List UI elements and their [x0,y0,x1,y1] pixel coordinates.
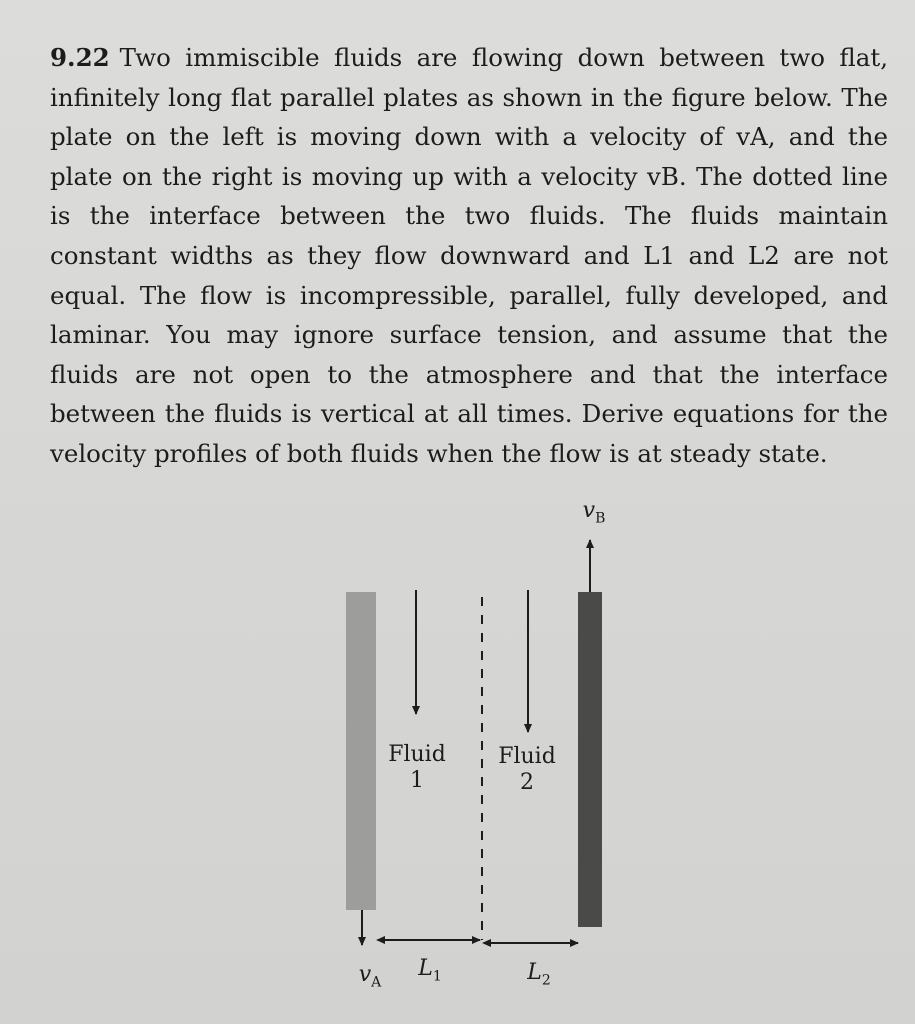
l1-symbol: L [418,956,433,981]
right-plate [578,592,602,927]
vb-subscript: B [595,510,606,527]
l2-label [519,960,559,993]
problem-number: 9.22 [50,43,110,72]
vb-label [574,498,614,531]
va-symbol: v [358,962,372,987]
problem-text: Two immiscible fluids are flowing down between two flat, infinitely long flat parallel plates as shown in the figure below. The plate on the left is moving down with a velocity of vA, and the plate on the right is moving up with a velocity vB. The dotted line is the interface between the two fluids. The fluids maintain constant widths as they flow downward and L1 and L2 are not equal. The flow is incompressible, parallel, fully developed, and laminar. You may ignore surface tension, and assume that the fluids are not open to the atmosphere and that the interface between the fluids is vertical at all times. Derive equations for the velocity profiles of both fluids when the flow is at steady state. [50,43,888,468]
va-label [350,962,390,995]
left-plate [346,592,376,910]
l1-subscript: 1 [432,968,442,985]
fluid2-number: 2 [520,770,534,795]
l2-symbol: L [527,960,542,985]
fluid2-label [494,744,560,796]
vb-symbol: v [582,498,596,523]
fluid1-number: 1 [410,768,424,793]
va-subscript: A [371,974,382,991]
fluid1-word: Fluid [388,742,446,767]
fluid2-word: Fluid [498,744,556,769]
l2-subscript: 2 [541,972,551,989]
fluid1-label [384,742,450,794]
l1-label [410,956,450,989]
